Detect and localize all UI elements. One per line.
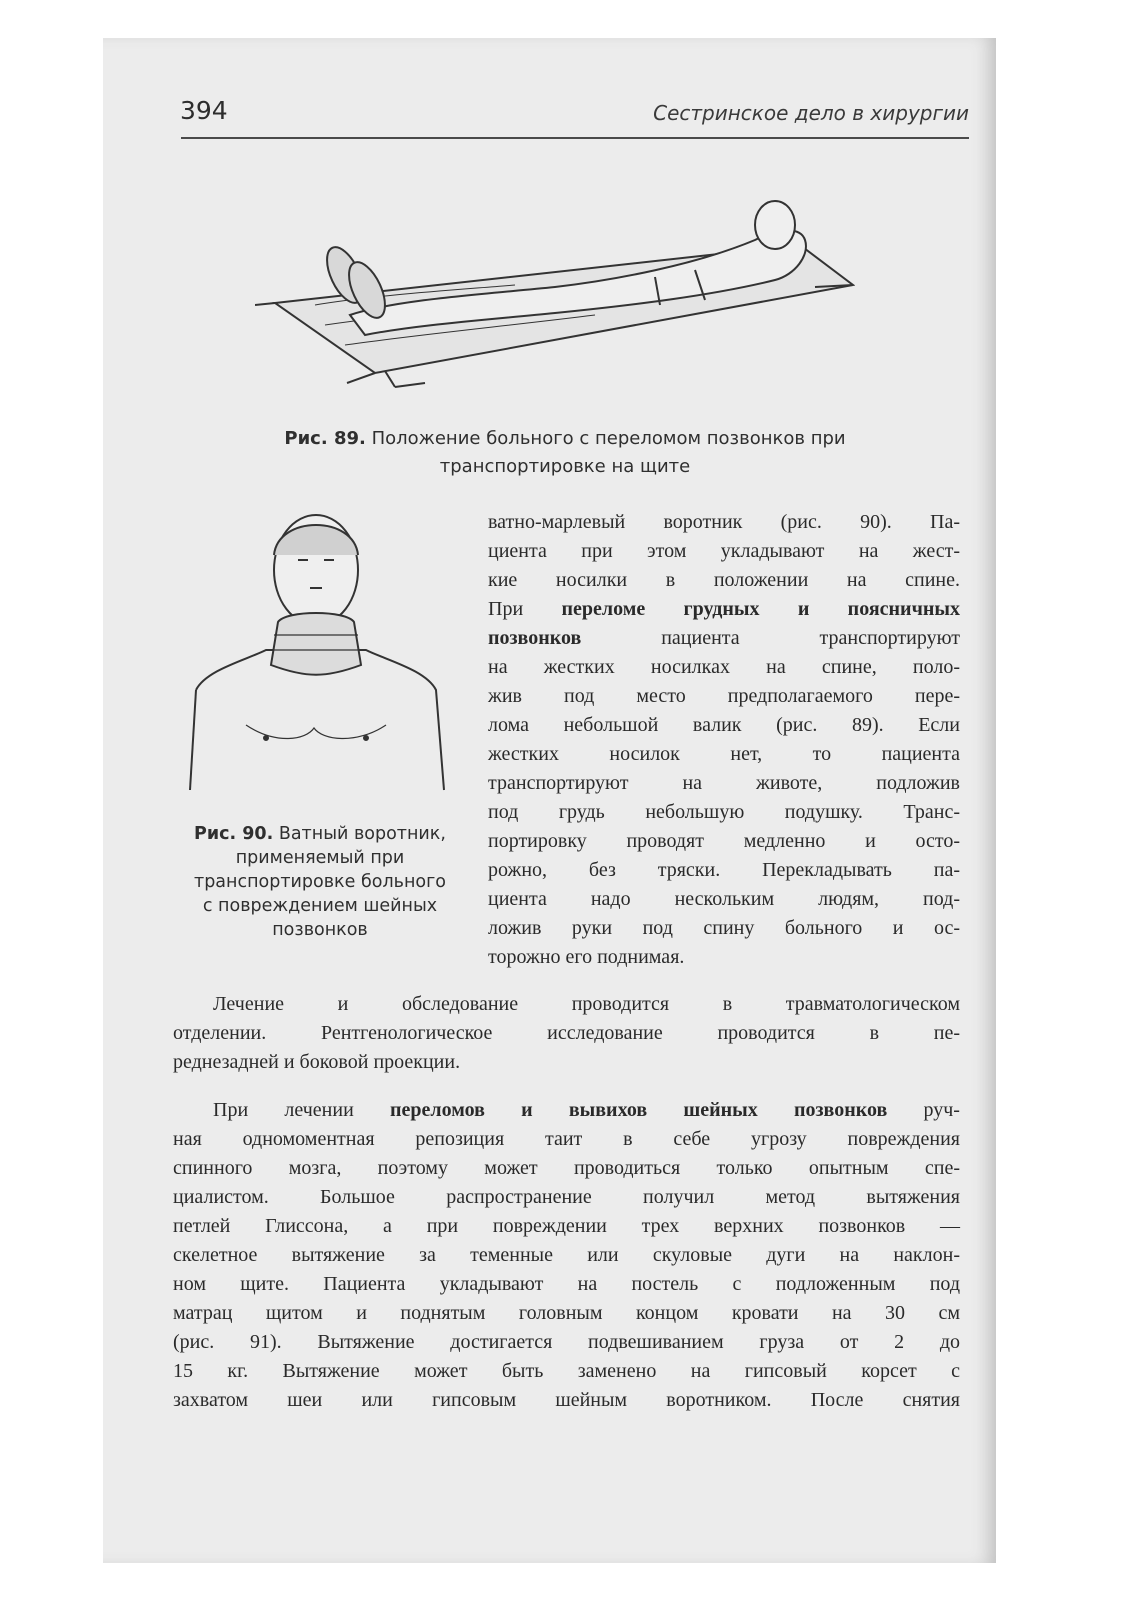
body-line: под грудь небольшую подушку. Транс-	[488, 801, 960, 823]
body-line	[488, 595, 960, 623]
body-line: ватно-марлевый воротник (рис. 90). Па-	[488, 511, 960, 533]
body-line: торожно его поднимая.	[488, 946, 685, 968]
body-line: жестких носилок нет, то пациента	[488, 743, 960, 765]
body-line	[488, 624, 960, 652]
body-line: спинного мозга, поэтому может проводиться только опытным спе-	[173, 1157, 960, 1179]
body-line: 15 кг. Вытяжение может быть заменено на гипсовый корсет с	[173, 1360, 960, 1382]
body-line: транспортируют на животе, подложив	[488, 772, 960, 794]
body-line: на жестких носилках на спине, поло-	[488, 656, 960, 678]
body-line: матрац щитом и поднятым головным концом кровати на 30 см	[173, 1302, 960, 1324]
bold-term: переломе грудных и поясничных	[561, 598, 960, 620]
figure-90-caption-line5: позвонков	[272, 920, 368, 940]
bold-term: позвонков	[488, 627, 582, 649]
body-line: ном щите. Пациента укладывают на постель с подложенным под	[173, 1273, 960, 1295]
figure-89-label: Рис. 89.	[284, 428, 366, 449]
figure-90-caption-line3: транспортировке больного	[194, 872, 446, 892]
body-line: жив под место предполагаемого пере-	[488, 685, 960, 707]
body-line: лома небольшой валик (рис. 89). Если	[488, 714, 960, 736]
body-line: (рис. 91). Вытяжение достигается подвешиванием груза от 2 до	[173, 1331, 960, 1353]
figure-90-caption-line1: Ватный воротник,	[278, 824, 446, 844]
body-line: рожно, без тряски. Перекладывать па-	[488, 859, 960, 881]
body-line: кие носилки в положении на спине.	[488, 569, 960, 591]
body-line: захватом шеи или гипсовым шейным воротником. После снятия	[173, 1389, 960, 1411]
bold-term: переломов и вывихов шейных позвонков	[389, 1099, 888, 1121]
page-number: 394	[180, 96, 228, 125]
figure-89-caption	[200, 425, 930, 481]
body-line: циента надо нескольким людям, под-	[488, 888, 960, 910]
body-line: Лечение и обследование проводится в травматологическом	[213, 993, 960, 1015]
figure-90-caption-line2: применяемый при	[235, 848, 405, 868]
figure-90-illustration	[186, 500, 446, 800]
body-text: При лечении	[213, 1099, 390, 1121]
body-line: циента при этом укладывают на жест-	[488, 540, 960, 562]
body-text: руч-	[887, 1099, 960, 1121]
body-line	[213, 1096, 960, 1124]
body-line: реднезадней и боковой проекции.	[173, 1051, 461, 1073]
header-rule	[181, 137, 969, 139]
body-line: циалистом. Большое распространение получил метод вытяжения	[173, 1186, 960, 1208]
figure-89-caption-line1: Положение больного с переломом позвонков при	[371, 428, 846, 449]
figure-89-caption-line2: транспортировке на щите	[439, 456, 691, 477]
figure-90-caption	[170, 822, 470, 942]
body-line: скелетное вытяжение за теменные или скуловые дуги на наклон-	[173, 1244, 960, 1266]
figure-90-label: Рис. 90.	[194, 824, 274, 844]
body-line: ложив руки под спину больного и ос-	[488, 917, 960, 939]
figure-90-caption-line4: с повреждением шейных	[202, 896, 438, 916]
running-title: Сестринское дело в хирургии	[653, 101, 969, 125]
body-line: отделении. Рентгенологическое исследование проводится в пе-	[173, 1022, 960, 1044]
body-text: При	[488, 598, 562, 620]
body-line: ная одномоментная репозиция таит в себе угрозу повреждения	[173, 1128, 960, 1150]
body-text: пациента транспортируют	[581, 627, 960, 649]
body-line: петлей Глиссона, а при повреждении трех верхних позвонков —	[173, 1215, 960, 1237]
body-line: портировку проводят медленно и осто-	[488, 830, 960, 852]
figure-89-illustration	[255, 195, 855, 405]
